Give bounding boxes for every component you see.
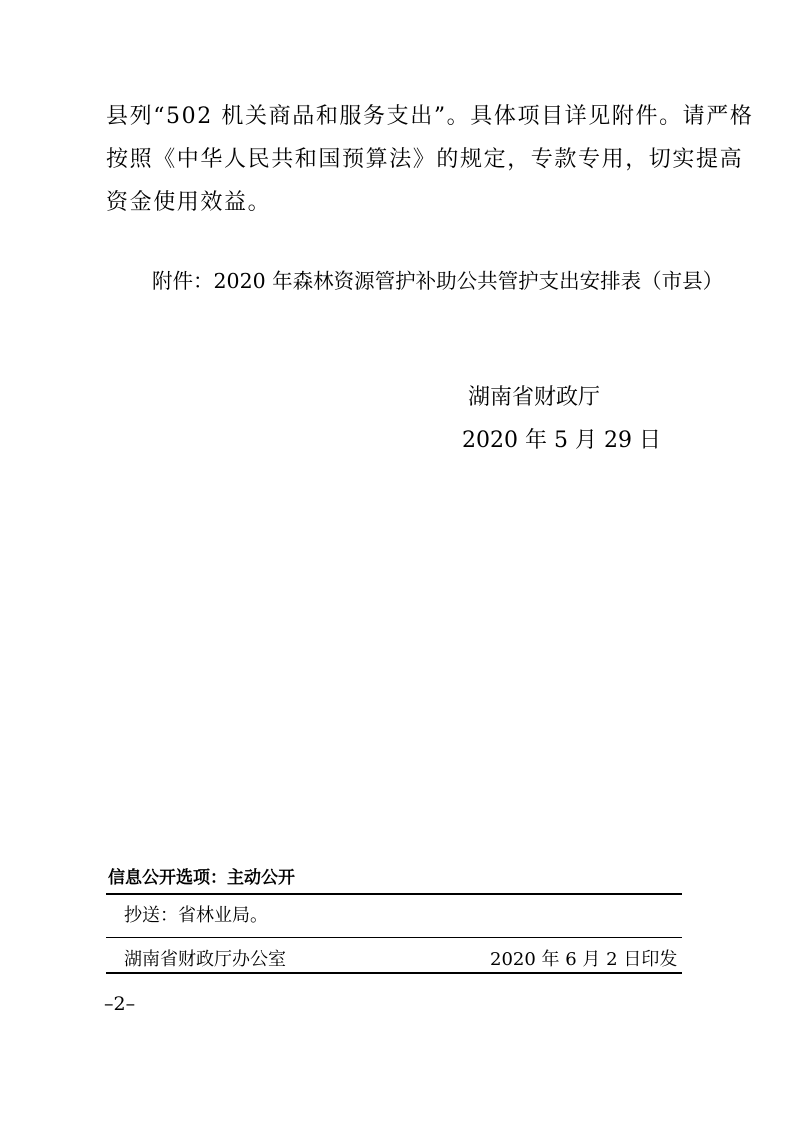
footer-rule-bottom (106, 972, 682, 974)
issuing-office: 湖南省财政厅办公室 (124, 949, 286, 970)
footer-rule-middle (106, 937, 682, 938)
print-date: 2020 年 6 月 2 日印发 (490, 949, 678, 970)
footer-rule-top (106, 893, 682, 895)
cc-line: 抄送：省林业局。 (124, 905, 268, 926)
info-disclosure-option: 信息公开选项：主动公开 (108, 868, 295, 888)
body-line-2: 按照《中华人民共和国预算法》的规定，专款专用，切实提高 (106, 147, 744, 172)
body-line-1: 县列“502 机关商品和服务支出”。具体项目详见附件。请严格 (106, 104, 754, 129)
issue-date: 2020 年 5 月 29 日 (462, 428, 661, 453)
page-number: –2– (104, 993, 136, 1015)
issuer-name: 湖南省财政厅 (468, 385, 601, 410)
body-line-3: 资金使用效益。 (106, 190, 272, 215)
attachment-line: 附件：2020 年森林资源管护补助公共管护支出安排表（市县） (152, 269, 724, 293)
